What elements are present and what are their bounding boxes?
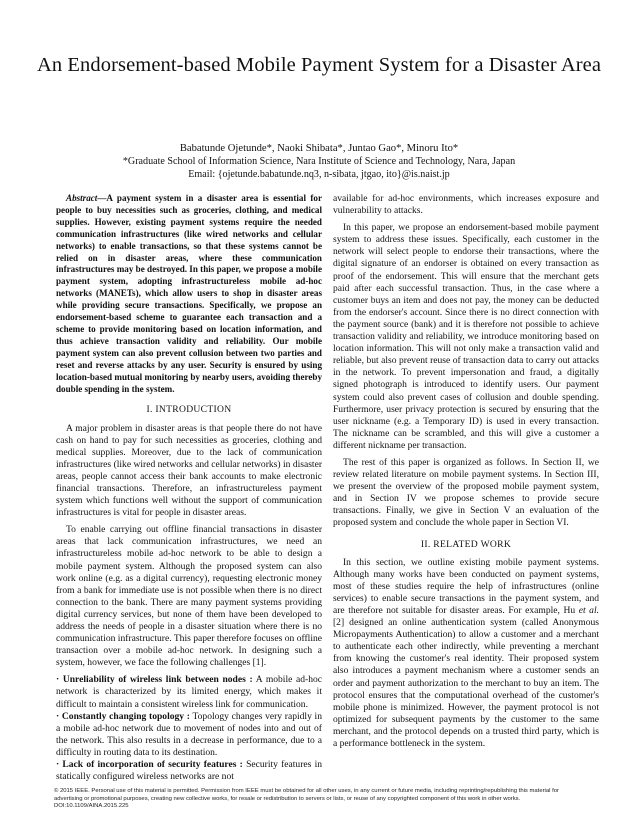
abstract: [56, 193, 322, 395]
challenge-item-3: [56, 759, 322, 783]
right-column: [333, 193, 599, 750]
challenge-text-2: Topology changes very rapidly in a mobile ad-hoc network due to movement of nodes into and out of the network. This also results in a decrease in performance, due to a difficulty in routing data to its destination.: [56, 710, 322, 758]
right-paragraph-1: In this paper, we propose an endorsement-based mobile payment system to address these issues. Specifically, each customer in the network will select people to endorse their transactions, where the digital signature of an endorser is obtained on every transaction as proof of the endorsement. This will ensure that the merchant gets paid after each successful transaction. Thus, in the case where a customer buys an item and does not pay, the money can be deducted from the endorser's account. Since there is no direct connection with the payment source (bank) and it is therefore not possible to achieve transaction validity and reliability, we introduce monitoring based on location information. This will not only make a transaction valid and reliable, but also prevent reuse of transaction data to carry out attacks in the network. To prevent impersonation and fraud, a digitally signed photograph is introduced to identify users. Our payment system could also prevent cases of collusion and double spending. Furthermore, user privacy protection is secured by ensuring that the user nickname (e.g. a Temporary ID) is used in every transaction. The nickname can be scrambled, and this will give a customer a different nickname per transaction.: [333, 222, 599, 451]
related-work-paragraph-1: [333, 557, 599, 751]
intro-paragraph-2: To enable carrying out offline financial transactions in disaster areas that lack communication infrastructures, we need an infrastructureless mobile ad-hoc network to be able to design a mobile payment system. Although the proposed system can also work online (e.g. as a digital currency), requesting electronic money from a bank for immediate use is not possible when there is no direct connection to the bank. There are many payment systems providing digital currency services, but none of them have been developed to address the needs of people in a disaster situation where there is no communication infrastructure. This paper therefore focuses on offline transaction over a mobile ad-hoc network. In designing such a system, however, we face the following challenges [1].: [56, 524, 322, 669]
affiliation: *Graduate School of Information Science, Nara Institute of Science and Technology, Nara, Japan: [122, 156, 516, 167]
paper-title: An Endorsement-based Mobile Payment System for a Disaster Area: [36, 54, 602, 76]
challenge-text-1: A mobile ad-hoc network is characterized by its limited energy, which makes it difficult to maintain a consistent wireless link for communication.: [56, 674, 322, 710]
rw-et-al: et al.: [578, 605, 599, 616]
intro-paragraph-1: A major problem in disaster areas is that people there do not have cash on hand to pay for such necessities as groceries, clothing and medical supplies. Moreover, due to the lack of communication infrastructures (like wired networks and cellular networks) in disaster areas, people cannot access their bank accounts to make electronic financial transactions. Therefore, an infrastructureless payment system which functions well without the support of communication infrastructures is vital for people in disaster areas.: [56, 422, 322, 519]
abstract-label: Abstract: [66, 193, 98, 203]
challenge-label-3: · Lack of incorporation of security features :: [56, 759, 243, 771]
challenge-label-2: · Constantly changing topology :: [56, 710, 190, 722]
challenge-item-1: [56, 674, 322, 710]
author-email: Email: {ojetunde.babatunde.nq3, n-sibata, jtgao, ito}@is.naist.jp: [188, 169, 450, 180]
section-heading-introduction: I. INTRODUCTION: [146, 404, 232, 416]
rw-text-b: [2] designed an online authentication system (called Anonymous Micropayments Authentication) to allow a customer and a merchant to authenticate each other indirectly, while preventing a merchant from knowing the customer's real identity. Their proposed system also introduces a payment mechanism where a customer sends an order and payment authorization to the merchant to buy an item. The protocol ensures that the computational overhead of the customer's mobile phone is minimized. However, the payment protocol is not optimized for subsequent payments by the customer to the same merchant, and the protocol depends on a trusted third party, which is a performance bottleneck in the system.: [333, 617, 599, 750]
section-heading-related-work: II. RELATED WORK: [420, 538, 512, 550]
challenge-label-1: · Unreliability of wireless link between nodes :: [56, 674, 253, 686]
right-paragraph-continued: available for ad-hoc environments, which increases exposure and vulnerability to attacks.: [333, 193, 599, 217]
rw-text-a: In this section, we outline existing mobile payment systems. Although many works have been conducted on payment systems, most of these studies require the help of infrastructures (online services) to enable secure transactions in the payment system, and are therefore not suitable for disaster areas. For example, Hu: [333, 556, 599, 616]
copyright-footer: © 2015 IEEE. Personal use of this material is permitted. Permission from IEEE must be obtained for all other uses, in any current or future media, including reprinting/republishing this material for advertising or promotional purposes, creating new collective works, for resale or redistribution to servers or lists, or reuse of any copyrighted component of this work in other works. DOI:10.1109/AINA.2015.225: [54, 788, 559, 810]
author-list: Babatunde Ojetunde*, Naoki Shibata*, Juntao Gao*, Minoru Ito*: [179, 143, 459, 154]
abstract-text: —A payment system in a disaster area is essential for people to buy necessities such as groceries, clothing, and medical supplies. However, existing payment systems require the needed communication infrastructures (like wired networks and cellular networks) to enable transactions, so that these systems cannot be relied on in disaster areas, where these communication infrastructures may be destroyed. In this paper, we propose a mobile payment system, adopting infrastructureless mobile ad-hoc networks (MANETs), which allow users to shop in disaster areas while providing secure transactions. Specifically, we propose an endorsement-based scheme to guarantee each transaction and a scheme to provide monitoring based on location information, and thus achieve transaction validity and reliability. Our mobile payment system can also prevent collusion between two parties and reset and reverse attacks by any user. Security is ensured by using location-based mutual monitoring by nearby users, avoiding thereby double spending in the system.: [56, 193, 322, 394]
left-column: [56, 193, 322, 783]
challenge-item-2: [56, 711, 322, 759]
challenge-text-3: Security features in statically configured wireless networks are not: [56, 759, 322, 783]
right-paragraph-2: The rest of this paper is organized as follows. In Section II, we review related literature on mobile payment systems. In Section III, we present the overview of the proposed mobile payment system, and in Section IV we propose schemes to provide secure transactions. Finally, we give in Section V an evaluation of the proposed system and conclude the whole paper in Section VI.: [333, 456, 599, 529]
